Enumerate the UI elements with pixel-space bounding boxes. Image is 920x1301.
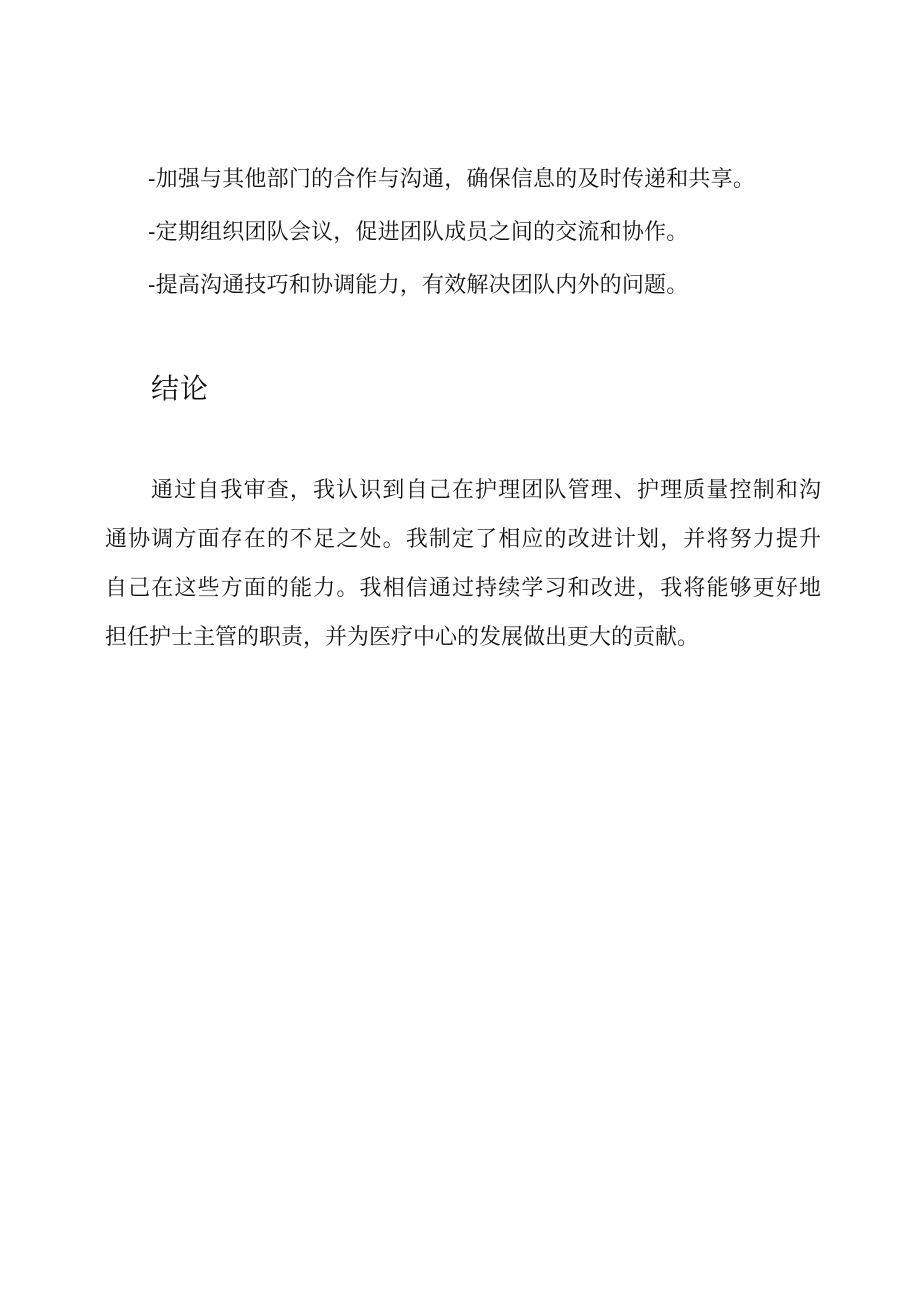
conclusion-line-2: 通协调方面存在的不足之处。我制定了相应的改进计划，并将努力提升 [105,527,821,552]
bullet-item-communication-skills: -提高沟通技巧和协调能力，有效解决团队内外的问题。 [148,273,689,298]
improvement-bullet-list [148,166,848,325]
conclusion-line-4: 担任护士主管的职责，并为医疗中心的发展做出更大的贡献。 [105,625,700,650]
conclusion-line-1: 通过自我审查，我认识到自己在护理团队管理、护理质量控制和沟 [151,478,821,503]
conclusion-line-3: 自己在这些方面的能力。我相信通过持续学习和改进，我将能够更好地 [105,576,821,601]
bullet-item-cooperation: -加强与其他部门的合作与沟通，确保信息的及时传递和共享。 [148,167,756,192]
bullet-item-team-meetings: -定期组织团队会议，促进团队成员之间的交流和协作。 [148,220,689,245]
section-heading-conclusion: 结论 [151,372,210,405]
conclusion-paragraph [105,466,821,662]
